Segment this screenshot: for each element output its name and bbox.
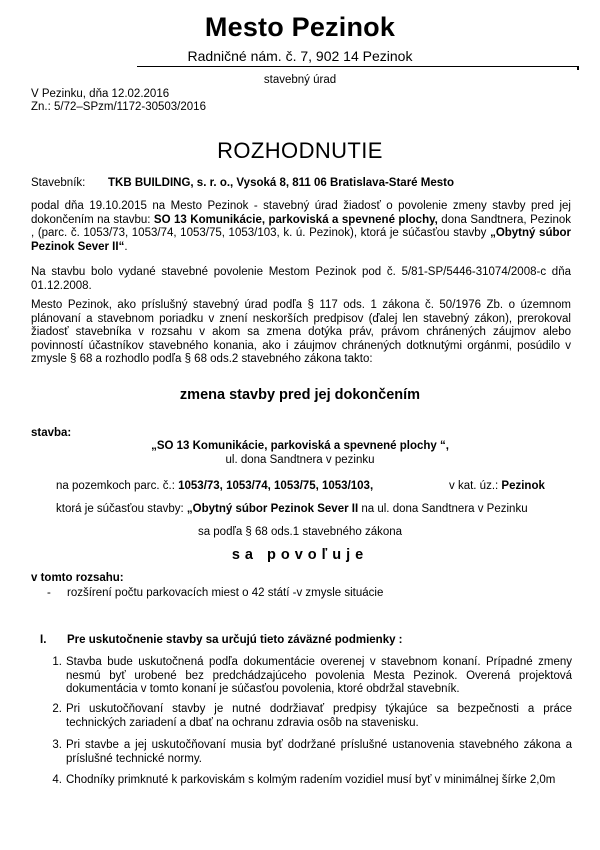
condition-text: Chodníky primknuté k parkoviskám s kolmým radením vozidiel musí byť v minimálnej šírke 2,0m <box>66 774 556 786</box>
condition-item <box>42 656 572 698</box>
conditions-numeral: I. <box>40 634 47 646</box>
plots-numbers: 1053/73, 1053/74, 1053/75, 1053/103, <box>178 480 374 492</box>
condition-number: 2. <box>52 703 62 715</box>
part-of-suffix: na ul. dona Sandtnera v Pezinku <box>358 503 528 515</box>
document-title: ROZHODNUTIE <box>217 138 383 163</box>
header-divider-mark <box>577 66 579 70</box>
cadastre-line <box>449 480 545 492</box>
para1-parent-project: „Obytný súbor Pezinok Sever II“ <box>31 227 571 253</box>
para1-project: SO 13 Komunikácie, parkoviská a spevnené plochy, <box>153 213 438 226</box>
plots-prefix: na pozemkoch parc. č.: <box>56 480 175 492</box>
construction-street: ul. dona Sandtnera v pezinku <box>225 454 375 466</box>
permit-info-paragraph: Na stavbu bolo vydané stavebné povolenie Mestom Pezinok pod č. 5/81-SP/5446-31074/2008-c dňa 01.12.2008. <box>31 266 571 292</box>
scope-item: rozšírení počtu parkovacích miest o 42 státí -v zmysle situácie <box>67 587 384 599</box>
scope-label: v tomto rozsahu: <box>31 572 124 584</box>
authority-paragraph: Mesto Pezinok, ako príslušný stavebný úrad podľa § 117 ods. 1 zákona č. 50/1976 Zb. o územnom plánovaní a stavebnom poriadku v znení neskorších predpisov (ďalej len stavebný zákon), prerokoval žiadosť stavebníka v rozsahu v akom sa zmena dotýka práv, právom chránených záujmov alebo povinností účastníkov stavebného konania, ako i záujmov chránených dotknutými orgánmi, posúdilo v zmysle § 68 a rozhodlo podľa § 68 ods.2 stavebného zákona takto: <box>31 299 571 366</box>
condition-item <box>42 703 572 731</box>
department: stavebný úrad <box>263 74 337 86</box>
para1-text-2: dona Sandtnera, Pezinok , (parc. č. 1053/73, 1053/74, 1053/75, 1053/103, k. ú. Pezinok), ktorá je súčasťou stavby <box>31 213 571 240</box>
scope-bullet: - <box>47 587 51 599</box>
part-of-prefix: ktorá je súčasťou stavby: <box>56 503 184 515</box>
cadastre-prefix: v kat. úz.: <box>449 480 499 492</box>
condition-number: 3. <box>52 739 62 751</box>
application-paragraph <box>31 200 571 254</box>
part-of-project: „Obytný súbor Pezinok Sever II <box>186 503 359 515</box>
condition-number: 4. <box>52 774 62 786</box>
org-name: Mesto Pezinok <box>204 12 396 42</box>
place-date: V Pezinku, dňa 12.02.2016 <box>31 88 170 100</box>
reference-number: Zn.: 5/72–SPzm/1172-30503/2016 <box>31 101 206 113</box>
cadastre-name: Pezinok <box>501 480 545 492</box>
para1-text-1: podal dňa 19.10.2015 na Mesto Pezinok - stavebný úrad žiadosť o povolenie zmeny stavby pred jej dokončením na stavbu: <box>31 200 571 226</box>
para1-text-3: . <box>124 240 128 253</box>
header-divider <box>137 66 579 67</box>
decision-heading: zmena stavby pred jej dokončením <box>179 387 421 403</box>
construction-label: stavba: <box>31 427 72 439</box>
condition-number: 1. <box>52 656 62 668</box>
part-of-line <box>56 503 528 515</box>
condition-text: Stavba bude uskutočnená podľa dokumentácie overenej v stavebnom konaní. Prípadné zmeny nesmú byť urobené bez predchádzajúceho povolenia Mesta Pezinok. Overená projektová dokumentácia v tomto konaní je súčasťou povolenia, ktoré obdržal stavebník. <box>66 656 572 696</box>
conditions-heading: Pre uskutočnenie stavby sa určujú tieto záväzné podmienky : <box>67 634 403 646</box>
org-address: Radničné nám. č. 7, 902 14 Pezinok <box>187 48 413 64</box>
permit-heading: sa povoľuje <box>231 547 369 563</box>
condition-text: Pri stavbe a jej uskutočňovaní musia byť dodržané príslušné ustanovenia stavebného zákona a príslušné technické normy. <box>66 739 572 765</box>
legal-basis: sa podľa § 68 ods.1 stavebného zákona <box>197 526 403 538</box>
builder-value: TKB BUILDING, s. r. o., Vysoká 8, 811 06 Bratislava-Staré Mesto <box>108 177 454 189</box>
plots-line <box>56 480 373 492</box>
builder-label: Stavebník: <box>31 177 86 189</box>
condition-text: Pri uskutočňovaní stavby je nutné dodržiavať predpisy týkajúce sa bezpečnosti a práce technických zariadení a dbať na ochranu zdravia osôb na stavenisku. <box>66 703 572 729</box>
construction-name: „SO 13 Komunikácie, parkoviská a spevnené plochy “, <box>151 440 449 452</box>
condition-item <box>42 774 572 802</box>
condition-item <box>42 739 572 767</box>
